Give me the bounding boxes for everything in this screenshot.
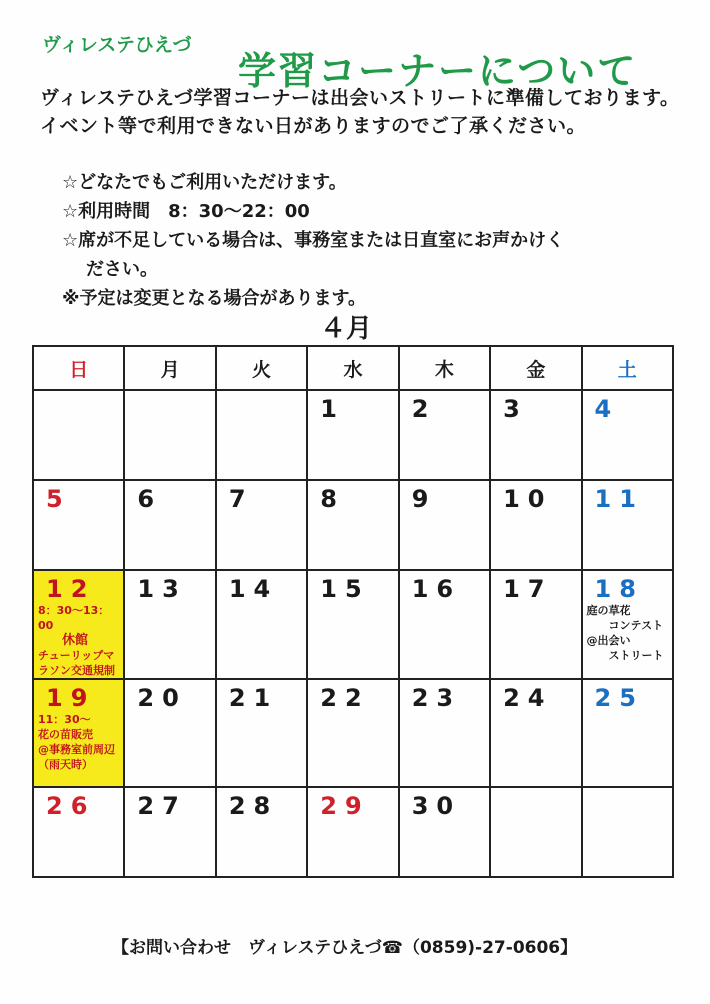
day-number: 9 [411,485,437,513]
calendar-day-cell [124,679,215,787]
calendar-day-cell [582,390,673,480]
event-note: 休館 [62,633,89,648]
day-number: 12 [46,575,96,603]
day-number: 2 [411,395,437,423]
calendar-day-cell [124,570,215,679]
notice-item: ☆どなたでもご利用いただけます。 [62,172,347,193]
calendar-day-cell [490,390,581,480]
page-title: 学習コーナーについて [238,49,638,93]
calendar-day-cell [582,570,673,679]
calendar-day-cell [33,787,124,877]
notice-item: ださい。 [86,259,158,280]
weekday-header: 木 [399,346,490,390]
weekday-header: 水 [307,346,398,390]
calendar-day-cell [490,679,581,787]
event-note: チューリップマ [38,649,115,662]
calendar-day-cell [582,679,673,787]
day-number: 30 [411,792,462,820]
day-number: 26 [46,792,96,820]
day-number: 20 [137,684,187,712]
weekday-header: 日 [33,346,124,390]
calendar-day-cell [307,787,398,877]
event-note: 花の苗販売 [38,728,93,741]
calendar-day-cell [307,570,398,679]
calendar-day-cell [582,480,673,570]
notice-item: ☆利用時間 8：30〜22：00 [62,201,310,222]
calendar-week-row [33,787,673,877]
notice-list [62,168,564,313]
calendar-week-row [33,390,673,480]
weekday-header: 火 [216,346,307,390]
day-number: 24 [503,684,553,712]
day-number: 16 [411,575,462,603]
calendar-day-cell [490,787,581,877]
event-note: ストリート [586,649,664,662]
day-number: 17 [503,575,553,603]
day-number: 3 [503,395,528,423]
calendar-day-cell [307,679,398,787]
day-number: 10 [503,485,553,513]
calendar-day-cell [124,480,215,570]
calendar-day-cell [33,570,124,679]
day-number: 6 [137,485,163,513]
calendar-day-cell [124,787,215,877]
weekday-header: 月 [124,346,215,390]
weekday-header: 土 [582,346,673,390]
day-number: 22 [320,684,370,712]
calendar-day-cell [399,787,490,877]
calendar-day-cell [582,787,673,877]
event-note: 庭の草花 [586,604,631,617]
month-label: ４月 [320,314,373,344]
day-number: 4 [594,395,620,423]
calendar-week-row [33,480,673,570]
calendar-day-cell [307,390,398,480]
day-number: 11 [594,485,644,513]
day-number: 8 [320,485,345,513]
calendar-day-cell [216,570,307,679]
calendar-day-cell [216,480,307,570]
day-number: 15 [320,575,370,603]
event-note: @出会い [586,634,631,647]
notice-item: ☆席が不足している場合は、事務室または日直室にお声かけく [62,230,565,251]
calendar-day-cell [33,679,124,787]
day-number: 28 [228,792,279,820]
facility-name: ヴィレステひえづ [42,34,192,56]
calendar-week-row [33,570,673,679]
day-number: 1 [320,395,345,423]
day-number: 21 [228,684,279,712]
day-number: 23 [411,684,462,712]
calendar-day-cell [33,480,124,570]
day-number: 19 [46,684,96,712]
calendar-day-cell [33,390,124,480]
calendar [32,345,674,878]
event-note: コンテスト [586,619,664,632]
calendar-day-cell [490,570,581,679]
calendar-day-cell [399,679,490,787]
event-note: 11：30〜 [38,713,91,726]
calendar-day-cell [216,787,307,877]
calendar-day-cell [399,480,490,570]
day-number: 27 [137,792,187,820]
weekday-header: 金 [490,346,581,390]
calendar-day-cell [124,390,215,480]
day-number: 5 [46,485,71,513]
event-note: （雨天時） [38,758,93,771]
day-number: 13 [137,575,187,603]
calendar-day-cell [307,480,398,570]
calendar-day-cell [399,390,490,480]
calendar-day-cell [216,679,307,787]
day-number: 14 [228,575,279,603]
event-note: 8：30〜13：00 [38,604,110,632]
calendar-day-cell [216,390,307,480]
calendar-week-row [33,679,673,787]
day-number: 7 [228,485,254,513]
event-note: @事務室前周辺 [38,743,115,756]
day-number: 25 [594,684,644,712]
notice-item: ※予定は変更となる場合があります。 [62,288,367,309]
contact-info: 【お問い合わせ ヴィレステひえづ☎（0859)-27-0606】 [112,938,578,958]
intro-text: ヴィレステひえづ学習コーナーは出会いストリートに準備しております。イベント等で利用できない日がありますのでご了承ください。 [40,87,680,137]
weekday-header-row [33,346,673,390]
event-note: ラソン交通規制 [38,664,115,677]
day-number: 18 [594,575,644,603]
day-number: 29 [320,792,370,820]
calendar-day-cell [399,570,490,679]
calendar-day-cell [490,480,581,570]
